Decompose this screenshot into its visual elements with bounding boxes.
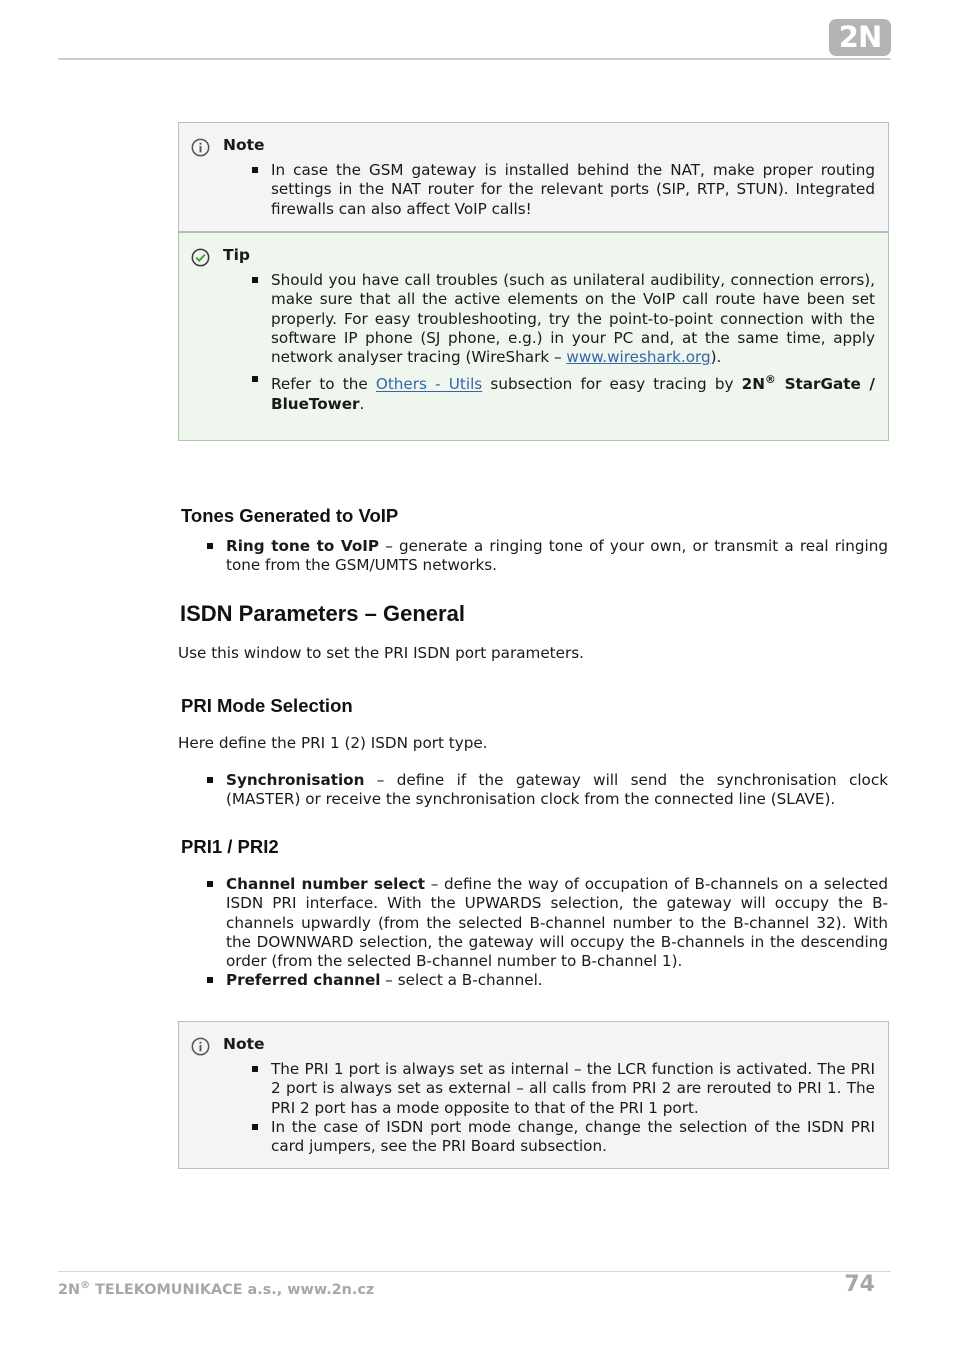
definition: – define if the gateway will send the synchronisation clock (MASTER) or receive the synchronisation clock from the connected line (SLAVE).	[226, 771, 888, 809]
note-box	[178, 1021, 889, 1169]
note-item: In the case of ISDN port mode change, change the selection of the ISDN PRI card jumpers, see the PRI Board subsection.	[271, 1117, 875, 1156]
term: Channel number select	[226, 875, 425, 893]
page-number: 74	[844, 1272, 875, 1297]
tip-list	[271, 271, 875, 414]
footer-company-text: TELEKOMUNIKACE a.s., www.2n.cz	[90, 1281, 375, 1298]
tip-item-text: Should you have call troubles (such as unilateral audibility, connection errors), make sure that all the active elements on the VoIP call route have been set properly. For easy troubleshooting, try the point-to-point connection with the software IP phone (SJ phone, e.g.) in your PC and, at the same time, apply network analyser tracing (WireShark –	[271, 271, 875, 367]
list-item	[226, 537, 888, 576]
others-utils-link[interactable]: Others - Utils	[375, 375, 483, 394]
note-list	[271, 161, 875, 219]
definition: – define the way of occupation of B-channels on a selected ISDN PRI interface. With the UPWARDS selection, the gateway will occupy the B-channels upwardly (from the selected B-channel number to the B-channel 32). With the DOWNWARD selection, the gateway will occupy the B-channels in the descending order (from the selected B-channel number to B-channel 1).	[226, 875, 888, 971]
section-title: ISDN Parameters – General	[180, 601, 465, 626]
intro-text: Here define the PRI 1 (2) ISDN port type.	[178, 734, 488, 752]
tip-item-text: subsection for easy tracing by	[482, 375, 742, 394]
tip-item	[271, 271, 875, 367]
note-box	[178, 122, 889, 232]
note-item: In case the GSM gateway is installed behind the NAT, make proper routing settings in the NAT router for the relevant ports (SIP, RTP, STUN). Integrated firewalls can also affect VoIP calls!	[271, 161, 875, 218]
definition: – generate a ringing tone of your own, or transmit a real ringing tone from the GSM/UMTS networks.	[226, 537, 888, 575]
section-heading: PRI1 / PRI2	[181, 836, 279, 857]
note-title: Note	[223, 136, 265, 154]
tip-box	[178, 232, 889, 441]
registered-mark: ®	[80, 1280, 91, 1291]
list-item	[226, 771, 888, 810]
pri12-list	[226, 875, 888, 991]
section-heading: Tones Generated to VoIP	[181, 505, 399, 526]
info-icon	[191, 138, 210, 157]
list-item	[226, 971, 888, 990]
note-title: Note	[223, 1035, 265, 1053]
product-name: StarGate / BlueTower	[271, 375, 875, 413]
info-icon	[191, 1037, 210, 1056]
registered-mark: ®	[764, 373, 776, 387]
company-logo: 2N	[829, 19, 891, 56]
footer-company	[58, 1280, 374, 1298]
tip-item-end: ).	[710, 348, 722, 367]
check-circle-icon	[191, 248, 210, 267]
note-list	[271, 1060, 875, 1156]
pri-mode-list	[226, 771, 888, 810]
term: Preferred channel	[226, 971, 381, 990]
list-item	[226, 875, 888, 971]
intro-text: Use this window to set the PRI ISDN port parameters.	[178, 644, 584, 662]
footer-brand: 2N	[58, 1281, 81, 1298]
tip-title: Tip	[223, 246, 250, 264]
header-divider	[58, 58, 891, 60]
note-item: The PRI 1 port is always set as internal – the LCR function is activated. The PRI 2 port is always set as external – all calls from PRI 2 are rerouted to PRI 1. The PRI 2 port has a mode opposite to that of the PRI 1 port.	[271, 1060, 875, 1117]
term: Ring tone to VoIP	[226, 537, 380, 555]
tip-item	[271, 370, 875, 414]
footer-divider	[58, 1271, 891, 1272]
section-heading: PRI Mode Selection	[181, 695, 353, 716]
brand-name: 2N	[741, 375, 765, 394]
tip-item-end: .	[359, 394, 365, 413]
tip-item-text: Refer to the	[271, 375, 376, 394]
definition: – select a B-channel.	[380, 971, 543, 990]
tones-list	[226, 537, 888, 576]
term: Synchronisation	[226, 771, 365, 789]
wireshark-link[interactable]: www.wireshark.org	[566, 348, 711, 367]
